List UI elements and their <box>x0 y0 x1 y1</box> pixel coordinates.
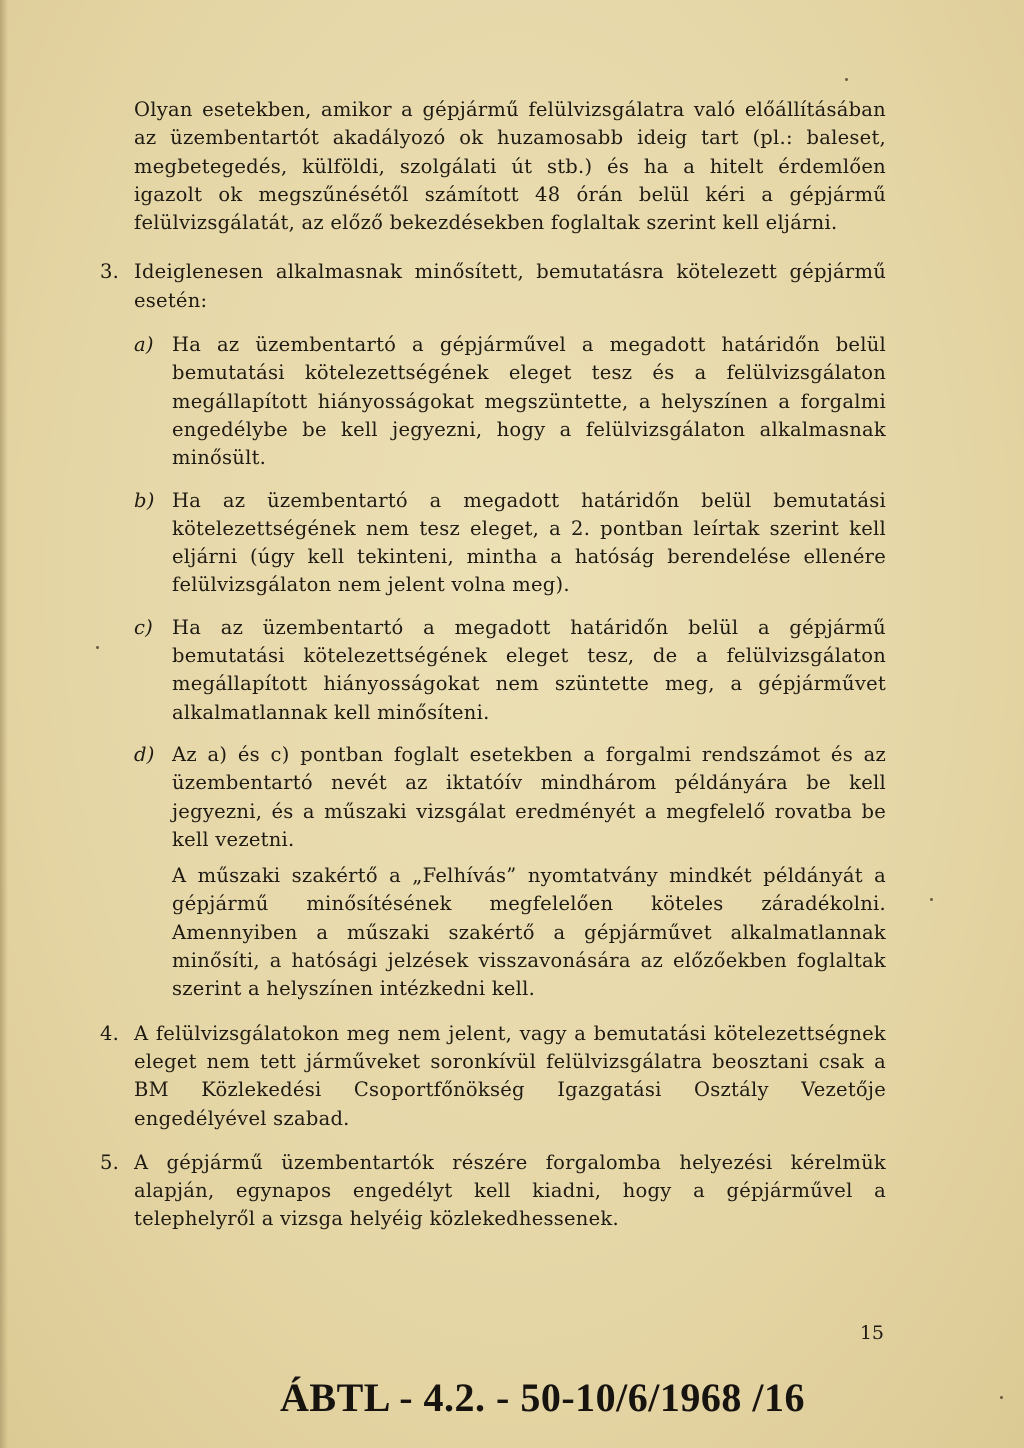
item-3-note: A műszaki szakértő a „Felhívás” nyomtatvány mindkét példányát a gépjármű minősítésének megfelelően köteles záradékolni. Amennyiben a műszaki szakértő a gépjárművet alkalmatlannak minősíti, a hatósági jelzések visszavonására az előzőekben foglaltak szerint a helyszínen intézkedni kell. <box>172 864 886 1001</box>
page-number: 15 <box>859 1322 884 1344</box>
document-body <box>100 96 886 1250</box>
item-4-number: 4. <box>100 1021 120 1045</box>
item-3-sub-c <box>134 614 886 727</box>
paper-speck <box>1000 1396 1003 1399</box>
intro-paragraph: Olyan esetekben, amikor a gépjármű felülvizsgálatra való előállításában az üzembentartót akadályozó ok huzamosabb ideig tart (pl.: baleset, megbetegedés, külföldi, szolgálati út stb.) és ha a hitelt érdemlően igazolt ok megszűnésétől számított 48 órán belül kéri a gépjármű felülvizsgálatát, az előző bekezdésekben foglaltak szerint kell eljárni. <box>134 98 886 235</box>
sub-a-text: Ha az üzembentartó a gépjárművel a megadott határidőn belül bemutatási kötelezettségének eleget tesz és a felülvizsgálaton megállapított hiányosságokat megszüntette, a helyszínen a forgalmi engedélybe be kell jegyezni, hogy a felülvizsgálaton alkalmasnak minősült. <box>172 333 886 470</box>
paper-speck <box>845 78 848 81</box>
item-3-sub-b <box>134 487 886 600</box>
item-4-text: A felülvizsgálatokon meg nem jelent, vagy a bemutatási kötelezettségnek eleget nem tett járműveket soronkívül felülvizsgálatra beosztani csak a BM Közlekedési Csoportfőnökség Igazgatási Osztály Vezetője engedélyével szabad. <box>134 1021 886 1130</box>
item-5-text: A gépjármű üzembentartók részére forgalomba helyezési kérelmük alapján, egynapos engedélyt kell kiadni, hogy a gépjárművel a telephelyről a vizsga helyéig közlekedhessenek. <box>134 1150 886 1231</box>
item-5 <box>100 1149 886 1234</box>
archive-stamp: ÁBTL - 4.2. - 50-10/6/1968 /16 <box>280 1375 806 1420</box>
paper-speck <box>96 646 99 649</box>
sub-c-text: Ha az üzembentartó a megadott határidőn belül a gépjármű bemutatási kötelezettségének eleget tesz, de a felülvizsgálaton megállapított hiányosságokat nem szüntette meg, a gépjárművet alkalmatlannak kell minősíteni. <box>172 615 886 724</box>
paper-speck <box>930 898 933 901</box>
item-4 <box>100 1020 886 1133</box>
item-3-sub-a <box>134 331 886 472</box>
sub-d-text: Az a) és c) pontban foglalt esetekben a forgalmi rendszámot és az üzembentartó nevét az iktatóív mindhárom példányára be kell jegyezni, és a műszaki vizsgálat eredményét a megfelelő rovatba be kell vezetni. <box>172 742 886 851</box>
sub-d-letter: d) <box>134 742 155 766</box>
sub-b-text: Ha az üzembentartó a megadott határidőn belül bemutatási kötelezettségének nem tesz eleget, a 2. pontban leírtak szerint kell eljárni (úgy kell tekinteni, mintha a hatóság berendelése ellenére felülvizsgálaton nem jelent volna meg). <box>172 488 886 597</box>
item-3-number: 3. <box>100 260 120 284</box>
item-3-sub-d <box>134 741 886 854</box>
sub-c-letter: c) <box>134 615 154 639</box>
sub-a-letter: a) <box>134 333 154 357</box>
item-3-text: Ideiglenesen alkalmasnak minősített, bemutatásra kötelezett gépjármű esetén: <box>134 260 886 312</box>
item-5-number: 5. <box>100 1150 120 1174</box>
page-edge-shadow <box>0 0 8 1448</box>
item-3 <box>100 258 886 315</box>
sub-b-letter: b) <box>134 488 155 512</box>
